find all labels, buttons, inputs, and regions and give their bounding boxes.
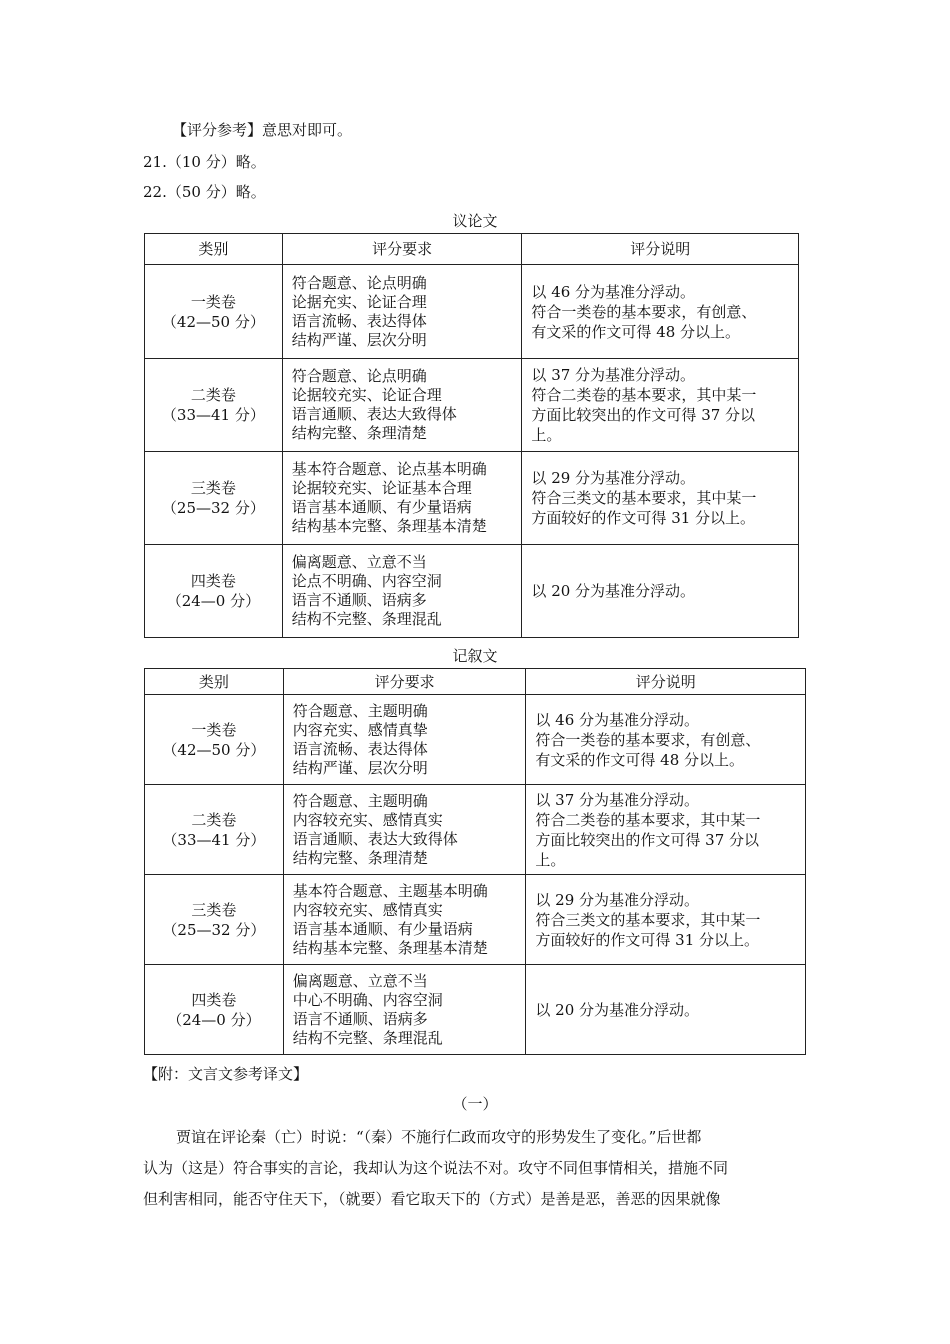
explanation-line: 符合三类文的基本要求，其中某一 <box>531 489 757 507</box>
explanation-cell <box>522 545 799 638</box>
category-cell <box>145 695 284 785</box>
explanation-cell <box>522 265 799 359</box>
header-requirements: 评分要求 <box>283 669 526 695</box>
explanation-line: 方面较好的作文可得 31 分以上。 <box>535 930 760 949</box>
explanation-line: 符合二类卷的基本要求，其中某一 <box>531 386 757 404</box>
explanation-line: 有文采的作文可得 48 分以上。 <box>535 750 745 769</box>
explanation-line: 符合二类卷的基本要求，其中某一 <box>535 810 761 829</box>
paragraph-line: 贾谊在评论秦（亡）时说：“（秦）不施行仁政而攻守的形势发生了变化。”后世都 <box>176 1128 702 1146</box>
requirement-line: 符合题意、主题明确 <box>292 791 428 810</box>
category-range: （24—0 分） <box>167 1010 261 1029</box>
table-row <box>145 359 799 452</box>
requirement-line: 论据较充实、论证基本合理 <box>291 479 472 497</box>
requirement-line: 语言不通顺、语病多 <box>291 591 427 609</box>
requirement-line: 偏离题意、立意不当 <box>291 553 427 571</box>
requirements-cell <box>283 875 526 965</box>
requirement-line: 符合题意、主题明确 <box>292 701 428 720</box>
table-row <box>145 965 806 1055</box>
requirement-line: 语言流畅、表达得体 <box>291 311 427 330</box>
category-cell <box>145 965 284 1055</box>
requirements-cell <box>283 785 526 875</box>
category-name: 三类卷 <box>190 479 236 497</box>
explanation-line: 有文采的作文可得 48 分以上。 <box>531 322 741 341</box>
category-range: （33—41 分） <box>161 406 265 424</box>
category-cell <box>145 265 283 359</box>
header-category: 类别 <box>145 234 283 265</box>
requirement-line: 内容较充实、感情真实 <box>292 900 443 919</box>
category-range: （33—41 分） <box>162 830 266 849</box>
requirement-line: 结构不完整、条理混乱 <box>292 1028 443 1047</box>
requirement-line: 偏离题意、立意不当 <box>292 971 428 990</box>
requirement-line: 基本符合题意、论点基本明确 <box>291 460 487 478</box>
explanation-cell <box>526 695 806 785</box>
explanation-cell <box>526 785 806 875</box>
requirement-line: 内容较充实、感情真实 <box>292 810 443 829</box>
table-header-row <box>145 669 806 695</box>
paragraph-line: 认为（这是）符合事实的言论，我却认为这个说法不对。攻守不同但事情相关，措施不同 <box>143 1159 729 1177</box>
requirement-line: 语言基本通顺、有少量语病 <box>291 498 472 516</box>
paragraph-line: 但利害相同，能否守住天下，（就要）看它取天下的（方式）是善是恶，善恶的因果就像 <box>143 1190 721 1208</box>
requirement-line: 语言流畅、表达得体 <box>292 739 428 758</box>
requirements-cell <box>283 965 526 1055</box>
explanation-line: 方面比较突出的作文可得 37 分以 <box>531 406 756 424</box>
explanation-line: 以 37 分为基准分浮动。 <box>535 790 700 809</box>
requirement-line: 论据较充实、论证合理 <box>291 386 442 404</box>
category-range: （42—50 分） <box>161 312 265 331</box>
requirements-cell <box>282 545 522 638</box>
requirement-line: 语言通顺、表达大致得体 <box>291 405 457 423</box>
explanation-line: 方面较好的作文可得 31 分以上。 <box>531 509 756 527</box>
requirement-line: 论据充实、论证合理 <box>291 292 427 311</box>
header-explanation: 评分说明 <box>526 669 806 695</box>
narrative-table <box>144 668 806 1055</box>
explanation-line: 符合三类文的基本要求，其中某一 <box>535 910 761 929</box>
requirement-line: 论点不明确、内容空洞 <box>291 572 442 590</box>
category-cell <box>145 359 283 452</box>
requirement-line: 结构严谨、层次分明 <box>292 758 428 777</box>
explanation-cell <box>526 965 806 1055</box>
requirements-cell <box>282 359 522 452</box>
category-cell <box>145 875 284 965</box>
requirement-line: 结构完整、条理清楚 <box>292 848 428 867</box>
requirement-line: 结构基本完整、条理基本清楚 <box>291 517 487 535</box>
category-range: （25—32 分） <box>162 920 266 939</box>
category-name: 一类卷 <box>191 720 237 739</box>
explanation-line: 符合一类卷的基本要求，有创意、 <box>535 730 761 749</box>
explanation-cell <box>526 875 806 965</box>
requirement-line: 结构基本完整、条理基本清楚 <box>292 938 488 957</box>
question-21: 21.（10 分）略。 <box>143 153 266 171</box>
explanation-line: 符合一类卷的基本要求，有创意、 <box>531 302 757 321</box>
requirement-line: 中心不明确、内容空洞 <box>292 990 443 1009</box>
table-row <box>145 265 799 359</box>
category-name: 二类卷 <box>191 810 237 829</box>
requirement-line: 结构严谨、层次分明 <box>291 330 427 349</box>
requirement-line: 语言基本通顺、有少量语病 <box>292 919 473 938</box>
explanation-line: 以 20 分为基准分浮动。 <box>531 582 696 600</box>
explanation-line: 上。 <box>535 850 566 869</box>
requirements-cell <box>282 452 522 545</box>
argumentative-title: 议论文 <box>452 212 498 230</box>
table-row <box>145 875 806 965</box>
header-category: 类别 <box>145 669 284 695</box>
explanation-line: 以 20 分为基准分浮动。 <box>535 1000 700 1019</box>
table-row <box>145 785 806 875</box>
category-name: 四类卷 <box>190 572 236 590</box>
requirements-cell <box>283 695 526 785</box>
category-name: 三类卷 <box>191 900 237 919</box>
explanation-line: 以 37 分为基准分浮动。 <box>531 366 696 384</box>
explanation-line: 以 46 分为基准分浮动。 <box>535 710 700 729</box>
requirement-line: 内容充实、感情真挚 <box>292 720 428 739</box>
header-requirements: 评分要求 <box>282 234 522 265</box>
table-row <box>145 545 799 638</box>
translation-paragraph <box>143 1122 807 1215</box>
requirement-line: 结构完整、条理清楚 <box>291 424 427 442</box>
category-cell <box>145 452 283 545</box>
explanation-line: 以 29 分为基准分浮动。 <box>535 890 700 909</box>
category-name: 四类卷 <box>191 990 237 1009</box>
requirement-line: 结构不完整、条理混乱 <box>291 610 442 628</box>
category-cell <box>145 545 283 638</box>
category-range: （25—32 分） <box>161 499 265 517</box>
explanation-line: 上。 <box>531 426 562 444</box>
table-row <box>145 695 806 785</box>
category-name: 一类卷 <box>190 292 236 311</box>
requirement-line: 语言不通顺、语病多 <box>292 1009 428 1028</box>
section-number: （一） <box>452 1095 498 1113</box>
explanation-line: 方面比较突出的作文可得 37 分以 <box>535 830 760 849</box>
requirement-line: 符合题意、论点明确 <box>291 273 427 292</box>
header-explanation: 评分说明 <box>522 234 799 265</box>
explanation-line: 以 29 分为基准分浮动。 <box>531 469 696 487</box>
explanation-line: 以 46 分为基准分浮动。 <box>531 282 696 301</box>
requirement-line: 符合题意、论点明确 <box>291 367 427 385</box>
explanation-cell <box>522 359 799 452</box>
requirements-cell <box>282 265 522 359</box>
argumentative-table <box>144 233 799 638</box>
ref-note: 【评分参考】意思对即可。 <box>172 121 353 139</box>
category-name: 二类卷 <box>190 386 236 404</box>
category-range: （42—50 分） <box>162 740 266 759</box>
category-range: （24—0 分） <box>166 592 261 610</box>
explanation-cell <box>522 452 799 545</box>
table-row <box>145 452 799 545</box>
narrative-title: 记叙文 <box>452 647 498 665</box>
question-22: 22.（50 分）略。 <box>143 183 266 201</box>
category-cell <box>145 785 284 875</box>
requirement-line: 基本符合题意、主题基本明确 <box>292 881 488 900</box>
table-header-row <box>145 234 799 265</box>
appendix-heading: 【附：文言文参考译文】 <box>143 1065 309 1083</box>
requirement-line: 语言通顺、表达大致得体 <box>292 829 458 848</box>
